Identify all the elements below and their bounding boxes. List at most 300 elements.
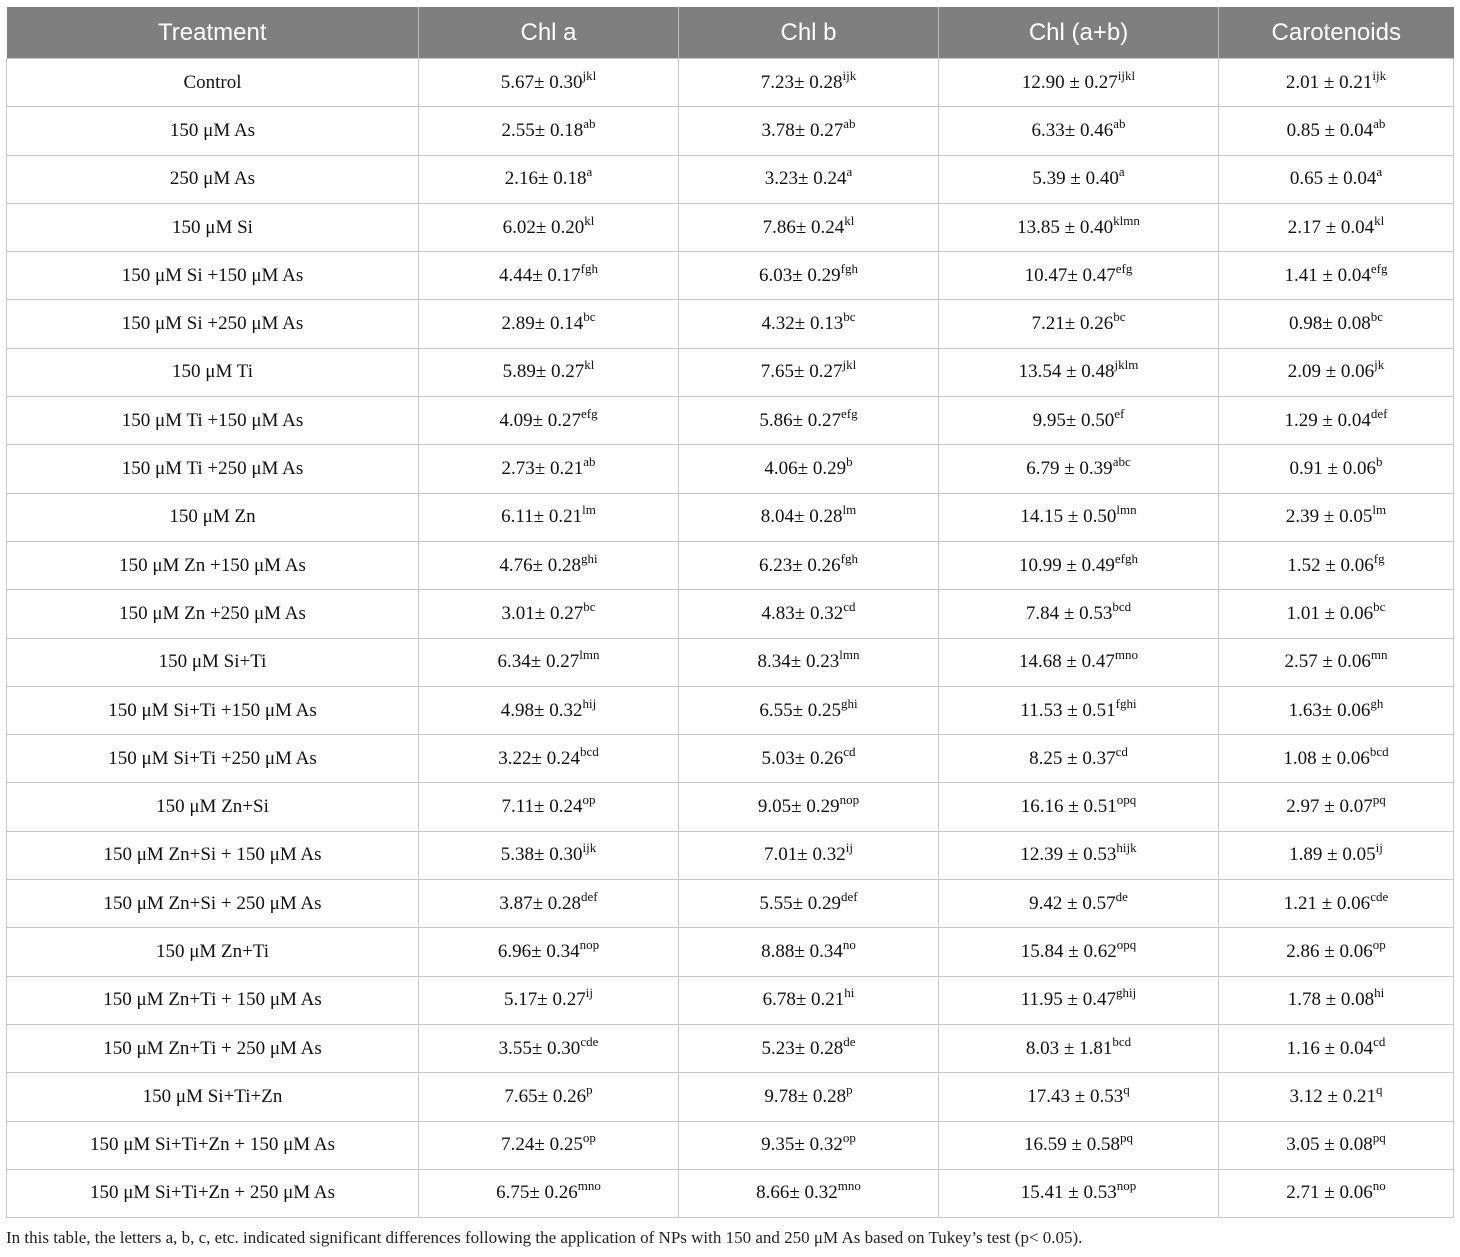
significance-letters: pq <box>1372 1130 1386 1146</box>
cell-carotenoids <box>1219 493 1454 541</box>
cell-chl-ab <box>939 735 1219 783</box>
significance-letters: lmn <box>579 647 600 663</box>
significance-letters: a <box>586 164 593 180</box>
cell-chl-b <box>679 1169 939 1217</box>
header-chl-b: Chl b <box>679 7 939 59</box>
cell-value: 6.96± 0.34 <box>497 940 580 962</box>
cell-value: 11.95 ± 0.47 <box>1020 989 1116 1011</box>
table-row <box>7 686 1454 734</box>
cell-value: 0.98± 0.08 <box>1289 313 1371 335</box>
cell-value: 1.29 ± 0.04 <box>1284 409 1371 431</box>
cell-chl-a <box>419 445 679 493</box>
cell-value: 4.44± 0.17 <box>498 264 581 286</box>
cell-value: 3.87± 0.28 <box>499 892 582 914</box>
cell-value: 8.34± 0.23 <box>757 651 840 673</box>
significance-letters: def <box>1370 405 1388 421</box>
significance-letters: cd <box>843 598 856 614</box>
cell-value: 6.34± 0.27 <box>497 651 580 673</box>
cell-chl-b <box>679 155 939 203</box>
cell-value: 1.63± 0.06 <box>1288 699 1371 721</box>
table-row <box>7 976 1454 1024</box>
table-row <box>7 1024 1454 1072</box>
cell-chl-a <box>419 880 679 928</box>
table-row <box>7 928 1454 976</box>
cell-chl-b <box>679 1024 939 1072</box>
cell-chl-a <box>419 638 679 686</box>
cell-value: 2.39 ± 0.05 <box>1285 506 1373 528</box>
significance-letters: bc <box>1370 309 1383 325</box>
cell-treatment: 150 μM As <box>7 107 419 155</box>
cell-chl-ab <box>939 348 1219 396</box>
cell-carotenoids <box>1219 252 1454 300</box>
significance-letters: ijk <box>842 67 857 83</box>
significance-letters: fg <box>1373 550 1385 566</box>
cell-chl-a <box>419 735 679 783</box>
cell-treatment: 250 μM As <box>7 155 419 203</box>
significance-letters: cde <box>1370 888 1389 904</box>
cell-carotenoids <box>1219 1024 1454 1072</box>
cell-value: 4.83± 0.32 <box>761 602 844 624</box>
significance-letters: fgh <box>840 550 859 566</box>
cell-carotenoids <box>1219 445 1454 493</box>
cell-value: 1.16 ± 0.04 <box>1286 1037 1374 1059</box>
cell-chl-b <box>679 300 939 348</box>
cell-value: 2.16± 0.18 <box>504 168 587 190</box>
table-row <box>7 1121 1454 1169</box>
cell-value: 4.06± 0.29 <box>764 458 847 480</box>
cell-value: 6.79 ± 0.39 <box>1026 458 1113 480</box>
cell-carotenoids <box>1219 348 1454 396</box>
cell-carotenoids <box>1219 59 1454 107</box>
cell-value: 6.33± 0.46 <box>1031 119 1114 141</box>
cell-chl-ab <box>939 590 1219 638</box>
cell-value: 0.85 ± 0.04 <box>1286 119 1374 141</box>
significance-letters: bcd <box>1369 743 1389 759</box>
cell-chl-ab <box>939 1169 1219 1217</box>
cell-value: 6.23± 0.26 <box>758 554 841 576</box>
cell-value: 15.41 ± 0.53 <box>1020 1182 1117 1204</box>
significance-letters: ab <box>583 115 596 131</box>
significance-letters: op <box>842 1130 856 1146</box>
significance-letters: lm <box>842 502 857 518</box>
cell-carotenoids <box>1219 638 1454 686</box>
significance-letters: ab <box>583 454 596 470</box>
cell-chl-a <box>419 493 679 541</box>
cell-treatment: 150 μM Si+Ti+Zn + 250 μM As <box>7 1169 419 1217</box>
cell-value: 7.21± 0.26 <box>1031 313 1114 335</box>
significance-letters: mno <box>837 1178 861 1194</box>
cell-carotenoids <box>1219 541 1454 589</box>
cell-value: 6.78± 0.21 <box>762 989 845 1011</box>
significance-letters: jkl <box>582 67 597 83</box>
cell-chl-ab <box>939 300 1219 348</box>
significance-letters: a <box>1376 164 1383 180</box>
cell-value: 12.39 ± 0.53 <box>1020 844 1117 866</box>
cell-chl-b <box>679 397 939 445</box>
cell-treatment: 150 μM Zn +150 μM As <box>7 541 419 589</box>
table-row <box>7 590 1454 638</box>
cell-treatment: 150 μM Si+Ti <box>7 638 419 686</box>
cell-chl-b <box>679 880 939 928</box>
significance-letters: hi <box>1374 985 1385 1001</box>
cell-chl-b <box>679 976 939 1024</box>
cell-carotenoids <box>1219 831 1454 879</box>
cell-value: 3.05 ± 0.08 <box>1286 1134 1373 1156</box>
cell-chl-ab <box>939 686 1219 734</box>
significance-letters: nop <box>1116 1178 1137 1194</box>
cell-value: 6.03± 0.29 <box>758 264 841 286</box>
table-row <box>7 155 1454 203</box>
cell-chl-a <box>419 397 679 445</box>
cell-value: 3.78± 0.27 <box>761 119 844 141</box>
cell-chl-ab <box>939 59 1219 107</box>
cell-value: 8.03 ± 1.81 <box>1025 1037 1113 1059</box>
cell-value: 8.88± 0.34 <box>761 940 843 962</box>
cell-treatment: 150 μM Zn+Si + 250 μM As <box>7 880 419 928</box>
cell-chl-a <box>419 300 679 348</box>
significance-letters: ij <box>845 840 853 856</box>
cell-value: 0.91 ± 0.06 <box>1289 458 1376 480</box>
cell-value: 5.17± 0.27 <box>504 989 586 1011</box>
cell-chl-b <box>679 541 939 589</box>
significance-letters: mno <box>1114 647 1139 663</box>
cell-chl-a <box>419 928 679 976</box>
cell-chl-b <box>679 1073 939 1121</box>
cell-chl-b <box>679 252 939 300</box>
cell-treatment: Control <box>7 59 419 107</box>
cell-value: 4.98± 0.32 <box>500 699 583 721</box>
significance-letters: opq <box>1116 792 1137 808</box>
cell-value: 3.55± 0.30 <box>498 1037 581 1059</box>
cell-value: 9.05± 0.29 <box>757 796 840 818</box>
table-row <box>7 300 1454 348</box>
cell-chl-ab <box>939 107 1219 155</box>
cell-chl-a <box>419 107 679 155</box>
cell-value: 4.09± 0.27 <box>499 409 582 431</box>
table-row <box>7 348 1454 396</box>
cell-value: 3.22± 0.24 <box>498 747 580 769</box>
significance-letters: de <box>843 1033 856 1049</box>
cell-value: 7.86± 0.24 <box>762 216 845 238</box>
cell-carotenoids <box>1219 107 1454 155</box>
table-row <box>7 638 1454 686</box>
significance-letters: jkl <box>842 357 857 373</box>
cell-value: 2.97 ± 0.07 <box>1286 796 1373 818</box>
significance-letters: pq <box>1372 792 1386 808</box>
significance-letters: op <box>1372 936 1386 952</box>
significance-letters: pq <box>1119 1130 1133 1146</box>
significance-letters: def <box>581 888 598 904</box>
cell-value: 6.11± 0.21 <box>501 506 583 528</box>
cell-value: 1.52 ± 0.06 <box>1287 554 1374 576</box>
cell-value: 1.01 ± 0.06 <box>1286 602 1374 624</box>
cell-chl-ab <box>939 445 1219 493</box>
significance-letters: kl <box>584 357 595 373</box>
significance-letters: gh <box>1370 695 1384 711</box>
significance-letters: kl <box>844 212 855 228</box>
cell-chl-a <box>419 252 679 300</box>
table-row <box>7 783 1454 831</box>
cell-treatment: 150 μM Zn <box>7 493 419 541</box>
cell-carotenoids <box>1219 1121 1454 1169</box>
significance-letters: ab <box>1373 115 1386 131</box>
table-row <box>7 252 1454 300</box>
significance-letters: def <box>841 888 858 904</box>
significance-letters: ghij <box>1116 985 1137 1001</box>
cell-treatment: 150 μM Si+Ti+Zn <box>7 1073 419 1121</box>
cell-carotenoids <box>1219 155 1454 203</box>
cell-value: 8.04± 0.28 <box>760 506 843 528</box>
significance-letters: q <box>1375 1081 1383 1097</box>
cell-value: 7.24± 0.25 <box>501 1134 583 1156</box>
cell-value: 2.89± 0.14 <box>501 313 584 335</box>
significance-letters: hij <box>582 695 597 711</box>
significance-letters: cd <box>1115 743 1128 759</box>
cell-chl-a <box>419 1073 679 1121</box>
cell-value: 13.85 ± 0.40 <box>1017 216 1114 238</box>
cell-value: 7.65± 0.27 <box>760 361 843 383</box>
cell-value: 5.23± 0.28 <box>761 1037 844 1059</box>
significance-letters: efg <box>841 405 858 421</box>
significance-letters: lm <box>1372 502 1387 518</box>
significance-letters: efgh <box>1114 550 1139 566</box>
significance-letters: mn <box>1370 647 1388 663</box>
chlorophyll-table <box>6 7 1454 1218</box>
cell-value: 10.47± 0.47 <box>1024 264 1116 286</box>
significance-letters: lmn <box>839 647 860 663</box>
significance-letters: efg <box>1370 260 1388 276</box>
cell-chl-ab <box>939 880 1219 928</box>
significance-letters: ghi <box>581 550 598 566</box>
cell-chl-b <box>679 1121 939 1169</box>
cell-value: 9.42 ± 0.57 <box>1029 892 1116 914</box>
cell-chl-b <box>679 203 939 251</box>
cell-chl-b <box>679 445 939 493</box>
cell-carotenoids <box>1219 300 1454 348</box>
cell-value: 10.99 ± 0.49 <box>1018 554 1115 576</box>
significance-letters: bc <box>1373 598 1386 614</box>
cell-chl-ab <box>939 252 1219 300</box>
cell-chl-ab <box>939 493 1219 541</box>
cell-carotenoids <box>1219 880 1454 928</box>
cell-carotenoids <box>1219 397 1454 445</box>
cell-chl-b <box>679 107 939 155</box>
cell-value: 6.55± 0.25 <box>759 699 842 721</box>
significance-letters: bcd <box>1112 598 1132 614</box>
cell-chl-b <box>679 59 939 107</box>
cell-chl-b <box>679 493 939 541</box>
significance-letters: bcd <box>579 743 599 759</box>
cell-chl-ab <box>939 1024 1219 1072</box>
cell-value: 1.78 ± 0.08 <box>1287 989 1375 1011</box>
cell-chl-a <box>419 686 679 734</box>
header-row <box>7 7 1454 59</box>
cell-value: 5.89± 0.27 <box>502 361 585 383</box>
significance-letters: ij <box>1375 840 1383 856</box>
significance-letters: bc <box>843 309 856 325</box>
cell-chl-a <box>419 1169 679 1217</box>
cell-value: 4.76± 0.28 <box>499 554 582 576</box>
cell-value: 5.86± 0.27 <box>759 409 842 431</box>
cell-carotenoids <box>1219 976 1454 1024</box>
cell-value: 5.39 ± 0.40 <box>1032 168 1119 190</box>
cell-chl-a <box>419 976 679 1024</box>
cell-chl-ab <box>939 928 1219 976</box>
cell-chl-a <box>419 155 679 203</box>
cell-value: 2.55± 0.18 <box>501 119 584 141</box>
significance-letters: ab <box>843 115 856 131</box>
cell-value: 16.16 ± 0.51 <box>1020 796 1117 818</box>
cell-value: 1.41 ± 0.04 <box>1284 264 1371 286</box>
table-row <box>7 831 1454 879</box>
cell-treatment: 150 μM Zn +250 μM As <box>7 590 419 638</box>
significance-letters: nop <box>579 936 600 952</box>
cell-chl-b <box>679 590 939 638</box>
significance-letters: p <box>586 1081 593 1097</box>
significance-letters: hi <box>844 985 855 1001</box>
cell-value: 14.15 ± 0.50 <box>1020 506 1117 528</box>
cell-treatment: 150 μM Si <box>7 203 419 251</box>
significance-letters: efg <box>1115 260 1133 276</box>
significance-letters: bc <box>583 309 596 325</box>
significance-letters: fghi <box>1115 695 1137 711</box>
significance-letters: bcd <box>1112 1033 1132 1049</box>
cell-value: 0.65 ± 0.04 <box>1289 168 1377 190</box>
cell-value: 11.53 ± 0.51 <box>1020 699 1116 721</box>
significance-letters: ij <box>585 985 593 1001</box>
cell-value: 2.71 ± 0.06 <box>1286 1182 1373 1204</box>
significance-letters: ijk <box>1372 67 1387 83</box>
cell-value: 5.03± 0.26 <box>761 747 844 769</box>
significance-letters: jklm <box>1114 357 1139 373</box>
significance-letters: kl <box>584 212 595 228</box>
cell-carotenoids <box>1219 686 1454 734</box>
cell-chl-a <box>419 1121 679 1169</box>
significance-letters: a <box>846 164 853 180</box>
cell-treatment: 150 μM Si+Ti +150 μM As <box>7 686 419 734</box>
cell-chl-ab <box>939 783 1219 831</box>
cell-value: 9.78± 0.28 <box>764 1085 847 1107</box>
header-treatment: Treatment <box>7 7 419 59</box>
cell-value: 12.90 ± 0.27 <box>1021 71 1118 93</box>
cell-chl-a <box>419 203 679 251</box>
significance-letters: cde <box>580 1033 599 1049</box>
cell-value: 1.21 ± 0.06 <box>1283 892 1371 914</box>
cell-carotenoids <box>1219 590 1454 638</box>
cell-treatment: 150 μM Si +250 μM As <box>7 300 419 348</box>
cell-chl-ab <box>939 1121 1219 1169</box>
cell-value: 2.57 ± 0.06 <box>1284 651 1371 673</box>
table-row <box>7 397 1454 445</box>
significance-letters: lmn <box>1116 502 1137 518</box>
significance-letters: ijk <box>582 840 597 856</box>
table-row <box>7 735 1454 783</box>
significance-letters: ijkl <box>1117 67 1136 83</box>
table-body <box>7 59 1454 1218</box>
table-header <box>7 7 1454 59</box>
cell-value: 3.01± 0.27 <box>501 602 584 624</box>
significance-letters: abc <box>1112 454 1131 470</box>
cell-value: 9.95± 0.50 <box>1032 409 1115 431</box>
cell-value: 1.08 ± 0.06 <box>1283 747 1370 769</box>
significance-letters: fgh <box>580 260 599 276</box>
cell-treatment: 150 μM Si +150 μM As <box>7 252 419 300</box>
cell-treatment: 150 μM Zn+Ti <box>7 928 419 976</box>
cell-treatment: 150 μM Ti <box>7 348 419 396</box>
cell-value: 16.59 ± 0.58 <box>1024 1134 1120 1156</box>
cell-chl-ab <box>939 397 1219 445</box>
cell-chl-b <box>679 735 939 783</box>
cell-carotenoids <box>1219 203 1454 251</box>
cell-value: 6.75± 0.26 <box>496 1182 578 1204</box>
table-row <box>7 493 1454 541</box>
cell-treatment: 150 μM Si+Ti+Zn + 150 μM As <box>7 1121 419 1169</box>
cell-carotenoids <box>1219 735 1454 783</box>
significance-letters: nop <box>839 792 860 808</box>
significance-letters: ghi <box>841 695 858 711</box>
cell-value: 5.67± 0.30 <box>500 71 583 93</box>
cell-value: 3.12 ± 0.21 <box>1289 1085 1376 1107</box>
cell-value: 2.01 ± 0.21 <box>1285 71 1373 93</box>
cell-treatment: 150 μM Si+Ti +250 μM As <box>7 735 419 783</box>
significance-letters: efg <box>581 405 598 421</box>
cell-value: 7.11± 0.24 <box>501 796 583 818</box>
cell-chl-ab <box>939 203 1219 251</box>
significance-letters: cd <box>1373 1033 1386 1049</box>
significance-letters: a <box>1118 164 1125 180</box>
cell-chl-b <box>679 831 939 879</box>
significance-letters: b <box>1375 454 1383 470</box>
cell-value: 4.32± 0.13 <box>761 313 844 335</box>
cell-value: 15.84 ± 0.62 <box>1020 940 1117 962</box>
significance-letters: op <box>582 792 596 808</box>
significance-letters: b <box>846 454 853 470</box>
significance-letters: q <box>1123 1081 1130 1097</box>
cell-value: 8.66± 0.32 <box>756 1182 838 1204</box>
cell-value: 14.68 ± 0.47 <box>1018 651 1115 673</box>
cell-treatment: 150 μM Zn+Ti + 250 μM As <box>7 1024 419 1072</box>
cell-value: 5.38± 0.30 <box>500 844 583 866</box>
cell-chl-a <box>419 541 679 589</box>
significance-letters: p <box>846 1081 853 1097</box>
cell-chl-a <box>419 783 679 831</box>
cell-value: 5.55± 0.29 <box>759 892 842 914</box>
cell-chl-ab <box>939 976 1219 1024</box>
cell-chl-a <box>419 831 679 879</box>
cell-chl-a <box>419 59 679 107</box>
cell-treatment: 150 μM Ti +250 μM As <box>7 445 419 493</box>
significance-letters: fgh <box>840 260 859 276</box>
cell-chl-b <box>679 686 939 734</box>
significance-letters: jk <box>1374 357 1385 373</box>
cell-chl-b <box>679 638 939 686</box>
cell-chl-ab <box>939 1073 1219 1121</box>
cell-chl-b <box>679 928 939 976</box>
significance-letters: ef <box>1114 405 1125 421</box>
cell-value: 8.25 ± 0.37 <box>1029 747 1116 769</box>
cell-carotenoids <box>1219 928 1454 976</box>
table-row <box>7 445 1454 493</box>
significance-letters: no <box>842 936 856 952</box>
significance-letters: hijk <box>1116 840 1137 856</box>
significance-letters: mno <box>577 1178 601 1194</box>
cell-chl-ab <box>939 541 1219 589</box>
significance-letters: opq <box>1116 936 1137 952</box>
data-table-container <box>6 7 1453 1218</box>
significance-letters: bc <box>1113 309 1126 325</box>
cell-treatment: 150 μM Zn+Si <box>7 783 419 831</box>
cell-chl-a <box>419 590 679 638</box>
